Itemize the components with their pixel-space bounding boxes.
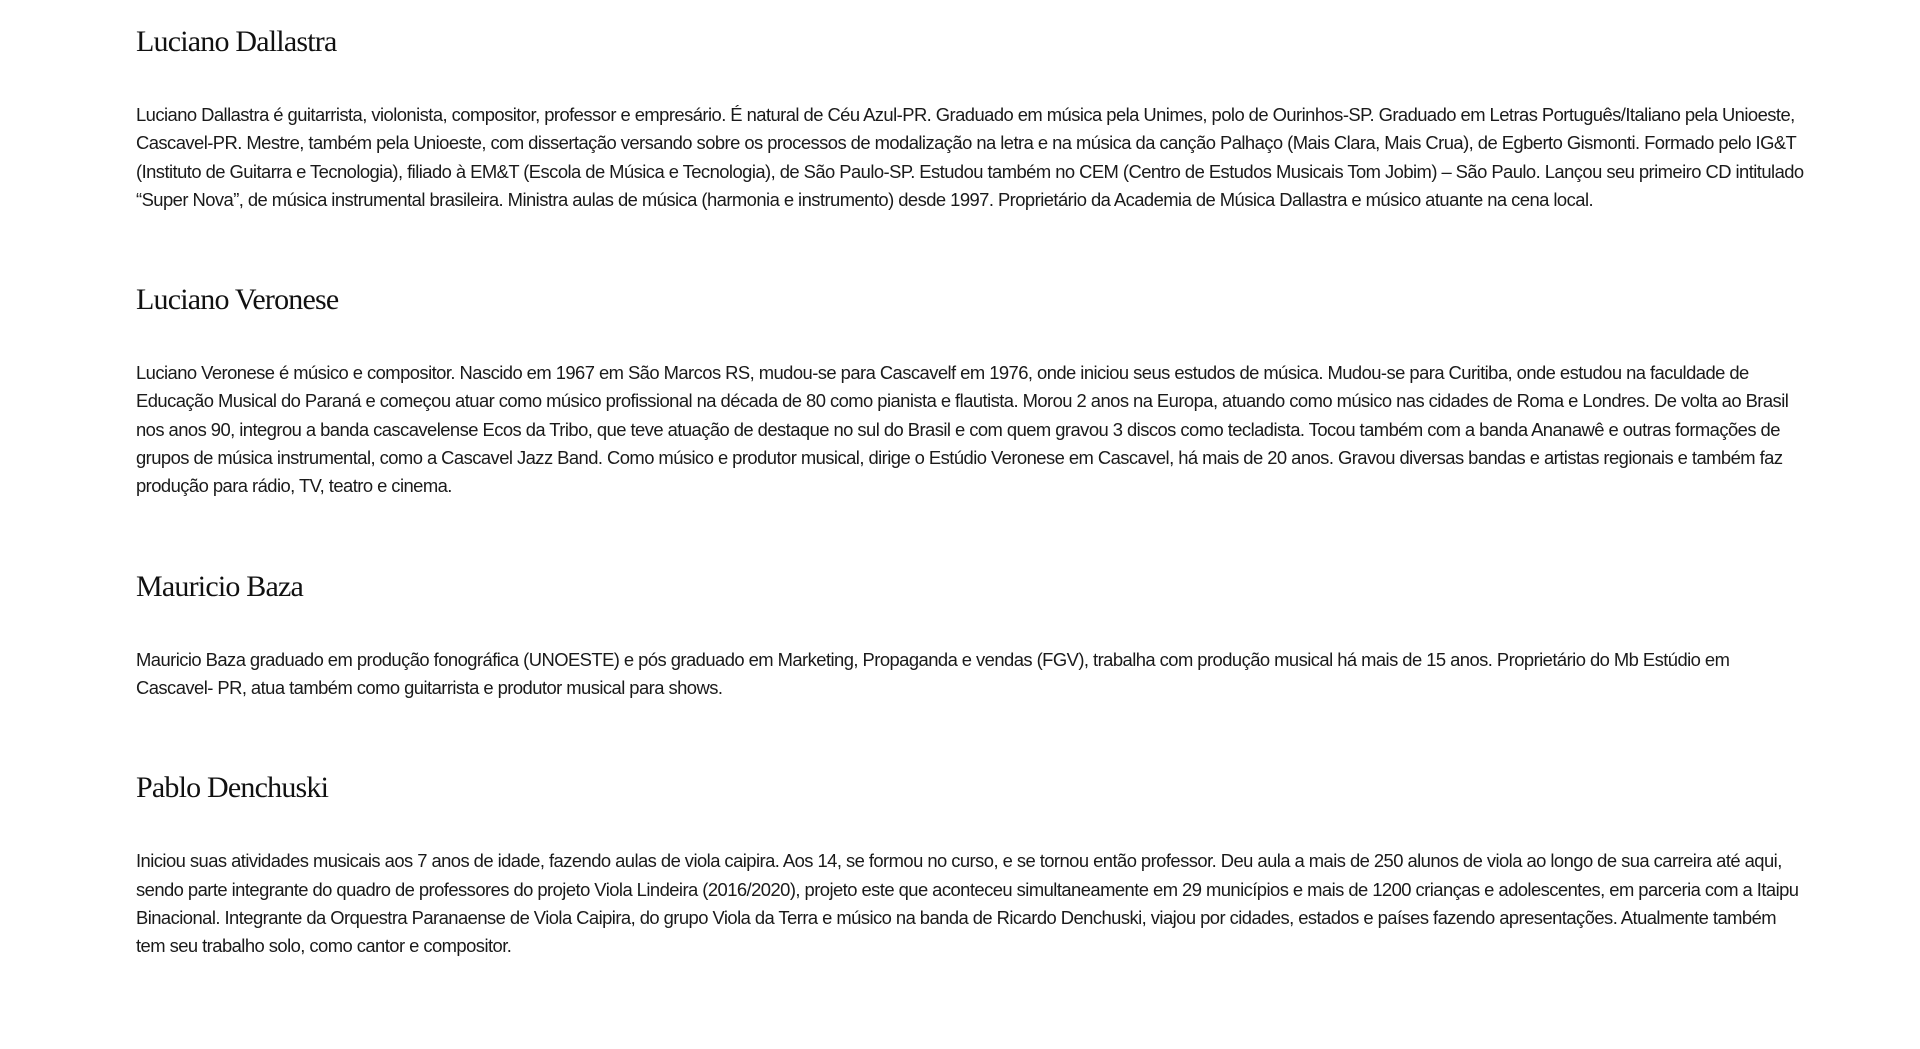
bio-name: Luciano Dallastra [136,25,337,58]
bio-name: Mauricio Baza [136,569,304,603]
bio-name: Luciano Veronese [136,283,339,317]
bio-luciano-dallastra [136,22,1806,214]
bio-name: Pablo Denchuski [136,771,329,805]
bio-pablo-denchuski [136,768,1806,960]
bio-text: Mauricio Baza graduado em produção fonográfica (UNOESTE) e pós graduado em Marketing, Propaganda e vendas (FGV), trabalha com produção musical há mais de 15 anos. Proprietário do Mb Estúdio em Cascavel- PR, atua também como guitarrista e produtor musical para shows. [136,648,1730,698]
bio-text: Luciano Veronese é músico e compositor. Nascido em 1967 em São Marcos RS, mudou-se para Cascavelf em 1976, onde iniciou seus estudos de música. Mudou-se para Curitiba, onde estudou na faculdade de Educação Musical do Paraná e começou atuar como músico profissional na década de 80 como pianista e flautista. Morou 2 anos na Europa, atuando como músico nas cidades de Roma e Londres. De volta ao Brasil nos anos 90, integrou a banda cascavelense Ecos da Tribo, que teve atuação de destaque no sul do Brasil e com quem gravou 3 discos como tecladista. Tocou também com a banda Ananawê e outras formações de grupos de música instrumental, como a Cascavel Jazz Band. Como músico e produtor musical, dirige o Estúdio Veronese em Cascavel, há mais de 20 anos. Gravou diversas bandas e artistas regionais e também faz produção para rádio, TV, teatro e cinema. [136,362,1789,497]
bio-text: Iniciou suas atividades musicais aos 7 anos de idade, fazendo aulas de viola caipira. Aos 14, se formou no curso, e se tornou então professor. Deu aula a mais de 250 alunos de viola ao longo de sua carreira até aqui, sendo parte integrante do quadro de professores do projeto Viola Lindeira (2016/2020), projeto este que aconteceu simultaneamente em 29 municípios e mais de 1200 crianças e adolescentes, em parceria com a Itaipu Binacional. Integrante da Orquestra Paranaense de Viola Caipira, do grupo Viola da Terra e músico na banda de Ricardo Denchuski, viajou por cidades, estados e países fazendo apresentações. Atualmente também tem seu trabalho solo, como cantor e compositor. [136,850,1799,957]
bio-mauricio-baza [136,567,1806,703]
bio-luciano-veronese [136,280,1806,500]
bio-text: Luciano Dallastra é guitarrista, violonista, compositor, professor e empresário. É natural de Céu Azul-PR. Graduado em música pela Unimes, polo de Ourinhos-SP. Graduado em Letras Português/Italiano pela Unioeste, Cascavel-PR. Mestre, também pela Unioeste, com dissertação versando sobre os processos de modalização na letra e na música da canção Palhaço (Mais Clara, Mais Crua), de Egberto Gismonti. Formado pelo IG&T (Instituto de Guitarra e Tecnologia), filiado à EM&T (Escola de Música e Tecnologia), de São Paulo-SP. Estudou também no CEM (Centro de Estudos Musicais Tom Jobim) – São Paulo. Lançou seu primeiro CD intitulado “Super Nova”, de música instrumental brasileira. Ministra aulas de música (harmonia e instrumento) desde 1997. Proprietário da Academia de Música Dallastra e músico atuante na cena local. [136,104,1804,210]
